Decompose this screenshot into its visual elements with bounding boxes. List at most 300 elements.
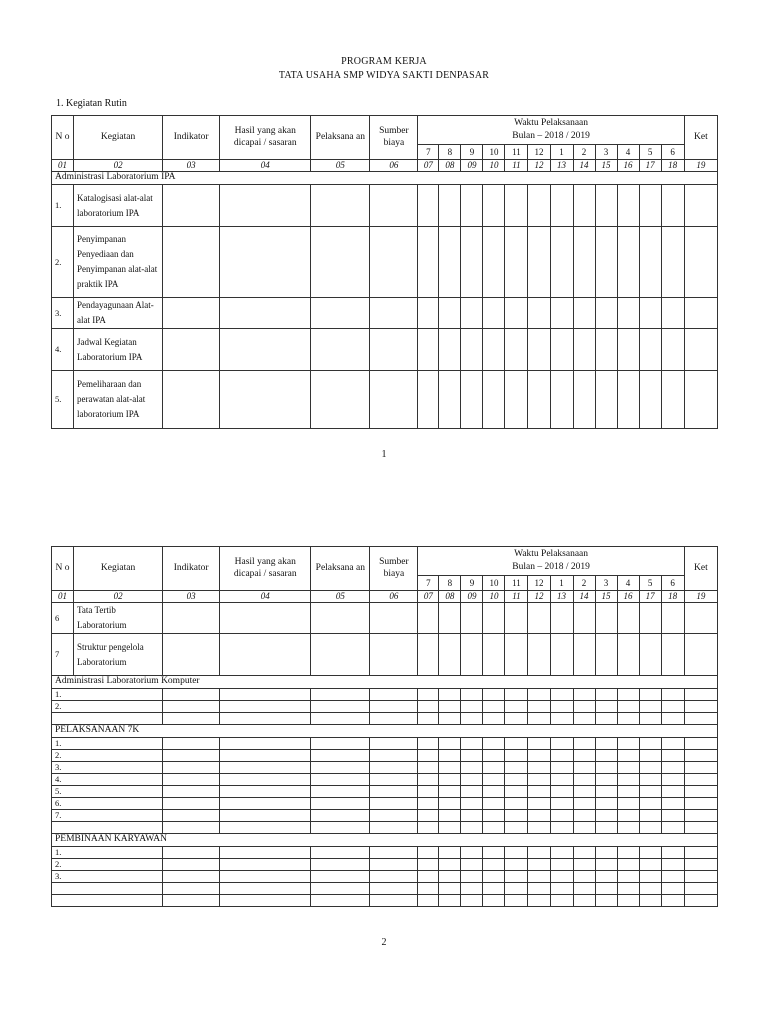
list-item — [52, 786, 718, 798]
empty-cell — [595, 847, 617, 859]
empty-cell — [311, 738, 370, 750]
header-row — [52, 116, 718, 145]
month-cell: 3 — [595, 145, 617, 160]
code-cell: 16 — [617, 591, 639, 603]
empty-cell — [461, 895, 483, 907]
page-number-2: 2 — [381, 937, 387, 948]
empty-cell — [528, 774, 550, 786]
empty-cell — [461, 185, 483, 227]
month-cell: 1 — [550, 576, 573, 591]
empty-cell — [370, 859, 418, 871]
row-number: 3. — [52, 298, 74, 329]
empty-cell — [439, 859, 461, 871]
empty-cell — [528, 701, 550, 713]
code-cell: 05 — [311, 160, 370, 172]
month-cell: 1 — [550, 145, 573, 160]
empty-cell — [418, 859, 439, 871]
row-number: 1. — [52, 847, 163, 859]
header-no: N o — [52, 116, 74, 160]
code-cell: 19 — [684, 591, 717, 603]
empty-cell — [595, 689, 617, 701]
empty-cell — [550, 185, 573, 227]
header-pelaksana: Pelaksana an — [311, 547, 370, 591]
list-item — [52, 738, 718, 750]
empty-cell — [595, 701, 617, 713]
empty-cell — [617, 603, 639, 634]
empty-cell — [418, 750, 439, 762]
empty-cell — [439, 634, 461, 676]
empty-cell — [370, 701, 418, 713]
header-sumber: Sumber biaya — [370, 116, 418, 160]
empty-cell — [661, 298, 684, 329]
empty-cell — [573, 701, 595, 713]
empty-cell — [483, 185, 505, 227]
section-row — [52, 834, 718, 847]
empty-cell — [370, 762, 418, 774]
empty-cell — [639, 883, 661, 895]
empty-cell — [311, 883, 370, 895]
row-number: 1. — [52, 185, 74, 227]
code-cell: 16 — [617, 160, 639, 172]
empty-cell — [528, 859, 550, 871]
empty-cell — [439, 847, 461, 859]
empty-cell — [617, 185, 639, 227]
empty-cell — [595, 895, 617, 907]
month-cell: 9 — [461, 576, 483, 591]
empty-cell — [661, 786, 684, 798]
empty-cell — [418, 227, 439, 298]
empty-cell — [595, 822, 617, 834]
month-cell: 2 — [573, 576, 595, 591]
empty-cell — [483, 701, 505, 713]
list-item — [52, 859, 718, 871]
empty-cell — [370, 847, 418, 859]
empty-cell — [461, 634, 483, 676]
header-sumber: Sumber biaya — [370, 547, 418, 591]
month-cell: 2 — [573, 145, 595, 160]
row-number — [52, 895, 163, 907]
row-number: 5. — [52, 371, 74, 429]
empty-cell — [573, 762, 595, 774]
empty-cell — [550, 713, 573, 725]
empty-cell — [573, 810, 595, 822]
empty-cell — [684, 227, 717, 298]
empty-cell — [505, 701, 528, 713]
empty-cell — [661, 738, 684, 750]
empty-cell — [418, 762, 439, 774]
empty-cell — [684, 603, 717, 634]
empty-cell — [439, 774, 461, 786]
empty-cell — [418, 798, 439, 810]
list-item — [52, 798, 718, 810]
empty-cell — [573, 871, 595, 883]
empty-cell — [528, 738, 550, 750]
empty-cell — [684, 762, 717, 774]
empty-cell — [311, 798, 370, 810]
empty-cell — [639, 859, 661, 871]
empty-cell — [163, 750, 220, 762]
row-number — [52, 883, 163, 895]
list-item — [52, 701, 718, 713]
row-number — [52, 713, 163, 725]
header-pelaksana: Pelaksana an — [311, 116, 370, 160]
empty-cell — [617, 871, 639, 883]
empty-cell — [461, 883, 483, 895]
empty-cell — [661, 750, 684, 762]
empty-cell — [684, 774, 717, 786]
empty-cell — [573, 859, 595, 871]
empty-cell — [528, 634, 550, 676]
empty-cell — [505, 329, 528, 371]
empty-cell — [220, 847, 311, 859]
empty-cell — [311, 371, 370, 429]
empty-cell — [483, 689, 505, 701]
empty-cell — [595, 634, 617, 676]
empty-cell — [461, 798, 483, 810]
code-cell: 14 — [573, 591, 595, 603]
empty-cell — [311, 227, 370, 298]
empty-cell — [505, 738, 528, 750]
empty-cell — [505, 810, 528, 822]
empty-cell — [595, 786, 617, 798]
empty-cell — [639, 329, 661, 371]
row-number: 4. — [52, 329, 74, 371]
empty-cell — [639, 634, 661, 676]
empty-cell — [220, 883, 311, 895]
empty-cell — [639, 371, 661, 429]
code-cell: 17 — [639, 591, 661, 603]
header-hasil: Hasil yang akan dicapai / sasaran — [220, 547, 311, 591]
empty-cell — [639, 786, 661, 798]
empty-cell — [461, 822, 483, 834]
header-indikator: Indikator — [163, 116, 220, 160]
empty-cell — [595, 738, 617, 750]
code-cell: 14 — [573, 160, 595, 172]
empty-cell — [370, 738, 418, 750]
empty-cell — [311, 762, 370, 774]
document-title: PROGRAM KERJA — [341, 56, 427, 67]
empty-cell — [639, 774, 661, 786]
month-cell: 6 — [661, 145, 684, 160]
empty-cell — [617, 634, 639, 676]
code-cell: 01 — [52, 160, 74, 172]
empty-cell — [220, 895, 311, 907]
empty-cell — [550, 738, 573, 750]
code-cell: 18 — [661, 591, 684, 603]
empty-cell — [505, 713, 528, 725]
empty-cell — [220, 786, 311, 798]
row-number: 1. — [52, 738, 163, 750]
empty-cell — [550, 329, 573, 371]
header-kegiatan: Kegiatan — [74, 547, 163, 591]
empty-cell — [684, 798, 717, 810]
empty-cell — [617, 713, 639, 725]
row-kegiatan: Pendayagunaan Alat-alat IPA — [74, 298, 163, 329]
empty-cell — [418, 603, 439, 634]
empty-cell — [163, 871, 220, 883]
code-cell: 02 — [74, 160, 163, 172]
empty-cell — [370, 689, 418, 701]
empty-cell — [617, 689, 639, 701]
empty-cell — [439, 738, 461, 750]
empty-cell — [418, 847, 439, 859]
empty-cell — [370, 750, 418, 762]
header-waktu — [418, 547, 684, 576]
empty-cell — [528, 895, 550, 907]
list-item — [52, 774, 718, 786]
empty-cell — [439, 227, 461, 298]
header-bulan-label: Bulan – 2018 / 2019 — [512, 562, 590, 572]
empty-cell — [220, 750, 311, 762]
list-item — [52, 822, 718, 834]
empty-cell — [439, 298, 461, 329]
empty-cell — [483, 859, 505, 871]
list-item — [52, 871, 718, 883]
empty-cell — [528, 786, 550, 798]
empty-cell — [220, 634, 311, 676]
empty-cell — [439, 603, 461, 634]
empty-cell — [684, 371, 717, 429]
table-row — [52, 329, 718, 371]
month-cell: 12 — [528, 576, 550, 591]
empty-cell — [220, 762, 311, 774]
empty-cell — [595, 185, 617, 227]
empty-cell — [370, 227, 418, 298]
empty-cell — [661, 774, 684, 786]
empty-cell — [661, 822, 684, 834]
empty-cell — [595, 883, 617, 895]
empty-cell — [505, 227, 528, 298]
empty-cell — [220, 371, 311, 429]
empty-cell — [661, 871, 684, 883]
empty-cell — [573, 895, 595, 907]
empty-cell — [311, 185, 370, 227]
empty-cell — [573, 227, 595, 298]
month-cell: 6 — [661, 576, 684, 591]
header-ket: Ket — [684, 116, 717, 160]
table-row — [52, 227, 718, 298]
empty-cell — [617, 822, 639, 834]
code-cell: 12 — [528, 591, 550, 603]
code-cell: 08 — [439, 160, 461, 172]
empty-cell — [595, 713, 617, 725]
empty-cell — [573, 798, 595, 810]
empty-cell — [550, 786, 573, 798]
empty-cell — [370, 713, 418, 725]
empty-cell — [528, 603, 550, 634]
empty-cell — [439, 689, 461, 701]
empty-cell — [505, 895, 528, 907]
code-cell: 19 — [684, 160, 717, 172]
empty-cell — [661, 701, 684, 713]
empty-cell — [505, 871, 528, 883]
empty-cell — [439, 371, 461, 429]
empty-cell — [483, 603, 505, 634]
page-number-1: 1 — [381, 449, 387, 460]
empty-cell — [639, 701, 661, 713]
header-waktu-label: Waktu Pelaksanaan — [514, 118, 589, 128]
code-cell: 05 — [311, 591, 370, 603]
row-number: 2. — [52, 859, 163, 871]
empty-cell — [418, 634, 439, 676]
empty-cell — [483, 634, 505, 676]
empty-cell — [439, 713, 461, 725]
section-row-7k: PELAKSANAAN 7K — [52, 725, 718, 738]
empty-cell — [528, 227, 550, 298]
empty-cell — [573, 371, 595, 429]
empty-cell — [573, 738, 595, 750]
empty-cell — [528, 750, 550, 762]
empty-cell — [617, 810, 639, 822]
empty-cell — [617, 847, 639, 859]
empty-cell — [528, 185, 550, 227]
empty-cell — [370, 822, 418, 834]
code-cell: 12 — [528, 160, 550, 172]
empty-cell — [461, 774, 483, 786]
empty-cell — [684, 634, 717, 676]
row-number: 6 — [52, 603, 74, 634]
empty-cell — [595, 371, 617, 429]
empty-cell — [163, 859, 220, 871]
empty-cell — [418, 738, 439, 750]
empty-cell — [461, 227, 483, 298]
empty-cell — [311, 859, 370, 871]
empty-cell — [483, 810, 505, 822]
empty-cell — [483, 798, 505, 810]
empty-cell — [439, 798, 461, 810]
empty-cell — [461, 713, 483, 725]
empty-cell — [528, 883, 550, 895]
empty-cell — [528, 847, 550, 859]
empty-cell — [639, 603, 661, 634]
empty-cell — [311, 810, 370, 822]
empty-cell — [684, 859, 717, 871]
empty-cell — [661, 689, 684, 701]
empty-cell — [461, 329, 483, 371]
empty-cell — [483, 871, 505, 883]
empty-cell — [220, 689, 311, 701]
empty-cell — [684, 847, 717, 859]
empty-cell — [370, 774, 418, 786]
empty-cell — [639, 822, 661, 834]
empty-cell — [505, 298, 528, 329]
row-kegiatan: Pemeliharaan dan perawatan alat-alat laboratorium IPA — [74, 371, 163, 429]
empty-cell — [220, 329, 311, 371]
empty-cell — [661, 810, 684, 822]
code-cell: 13 — [550, 591, 573, 603]
empty-cell — [418, 871, 439, 883]
empty-cell — [163, 847, 220, 859]
list-item — [52, 895, 718, 907]
empty-cell — [573, 750, 595, 762]
empty-cell — [550, 774, 573, 786]
empty-cell — [528, 371, 550, 429]
empty-cell — [595, 750, 617, 762]
row-number: 7 — [52, 634, 74, 676]
empty-cell — [439, 762, 461, 774]
row-number: 5. — [52, 786, 163, 798]
empty-cell — [550, 701, 573, 713]
month-cell: 11 — [505, 576, 528, 591]
row-kegiatan: Tata Tertib Laboratorium — [74, 603, 163, 634]
empty-cell — [595, 798, 617, 810]
empty-cell — [220, 185, 311, 227]
code-cell: 04 — [220, 591, 311, 603]
empty-cell — [639, 895, 661, 907]
empty-cell — [661, 859, 684, 871]
empty-cell — [311, 871, 370, 883]
row-number: 3. — [52, 871, 163, 883]
row-number — [52, 822, 163, 834]
empty-cell — [528, 798, 550, 810]
empty-cell — [550, 859, 573, 871]
empty-cell — [617, 371, 639, 429]
section-row-ipa: Administrasi Laboratorium IPA — [52, 172, 718, 185]
empty-cell — [418, 822, 439, 834]
section-row-karyawan: PEMBINAAN KARYAWAN — [52, 834, 718, 847]
empty-cell — [684, 871, 717, 883]
month-cell: 12 — [528, 145, 550, 160]
empty-cell — [163, 738, 220, 750]
empty-cell — [483, 847, 505, 859]
empty-cell — [418, 774, 439, 786]
empty-cell — [505, 859, 528, 871]
empty-cell — [461, 738, 483, 750]
empty-cell — [311, 713, 370, 725]
month-cell: 7 — [418, 145, 439, 160]
empty-cell — [661, 798, 684, 810]
header-bulan-label: Bulan – 2018 / 2019 — [512, 131, 590, 141]
empty-cell — [550, 227, 573, 298]
empty-cell — [461, 762, 483, 774]
month-cell: 10 — [483, 145, 505, 160]
empty-cell — [163, 185, 220, 227]
empty-cell — [684, 750, 717, 762]
empty-cell — [573, 774, 595, 786]
empty-cell — [418, 689, 439, 701]
row-number: 2. — [52, 227, 74, 298]
empty-cell — [639, 762, 661, 774]
empty-cell — [311, 701, 370, 713]
empty-cell — [370, 883, 418, 895]
code-cell: 01 — [52, 591, 74, 603]
empty-cell — [418, 298, 439, 329]
empty-cell — [684, 883, 717, 895]
empty-cell — [595, 329, 617, 371]
empty-cell — [617, 786, 639, 798]
empty-cell — [550, 634, 573, 676]
code-cell: 03 — [163, 160, 220, 172]
program-table-page1 — [51, 115, 718, 429]
empty-cell — [220, 859, 311, 871]
empty-cell — [439, 895, 461, 907]
empty-cell — [483, 298, 505, 329]
empty-cell — [617, 750, 639, 762]
empty-cell — [595, 810, 617, 822]
code-cell: 10 — [483, 591, 505, 603]
empty-cell — [439, 883, 461, 895]
empty-cell — [505, 786, 528, 798]
empty-cell — [505, 634, 528, 676]
empty-cell — [573, 634, 595, 676]
empty-cell — [639, 713, 661, 725]
empty-cell — [220, 810, 311, 822]
empty-cell — [528, 689, 550, 701]
empty-cell — [661, 227, 684, 298]
empty-cell — [483, 713, 505, 725]
empty-cell — [311, 634, 370, 676]
empty-cell — [220, 701, 311, 713]
